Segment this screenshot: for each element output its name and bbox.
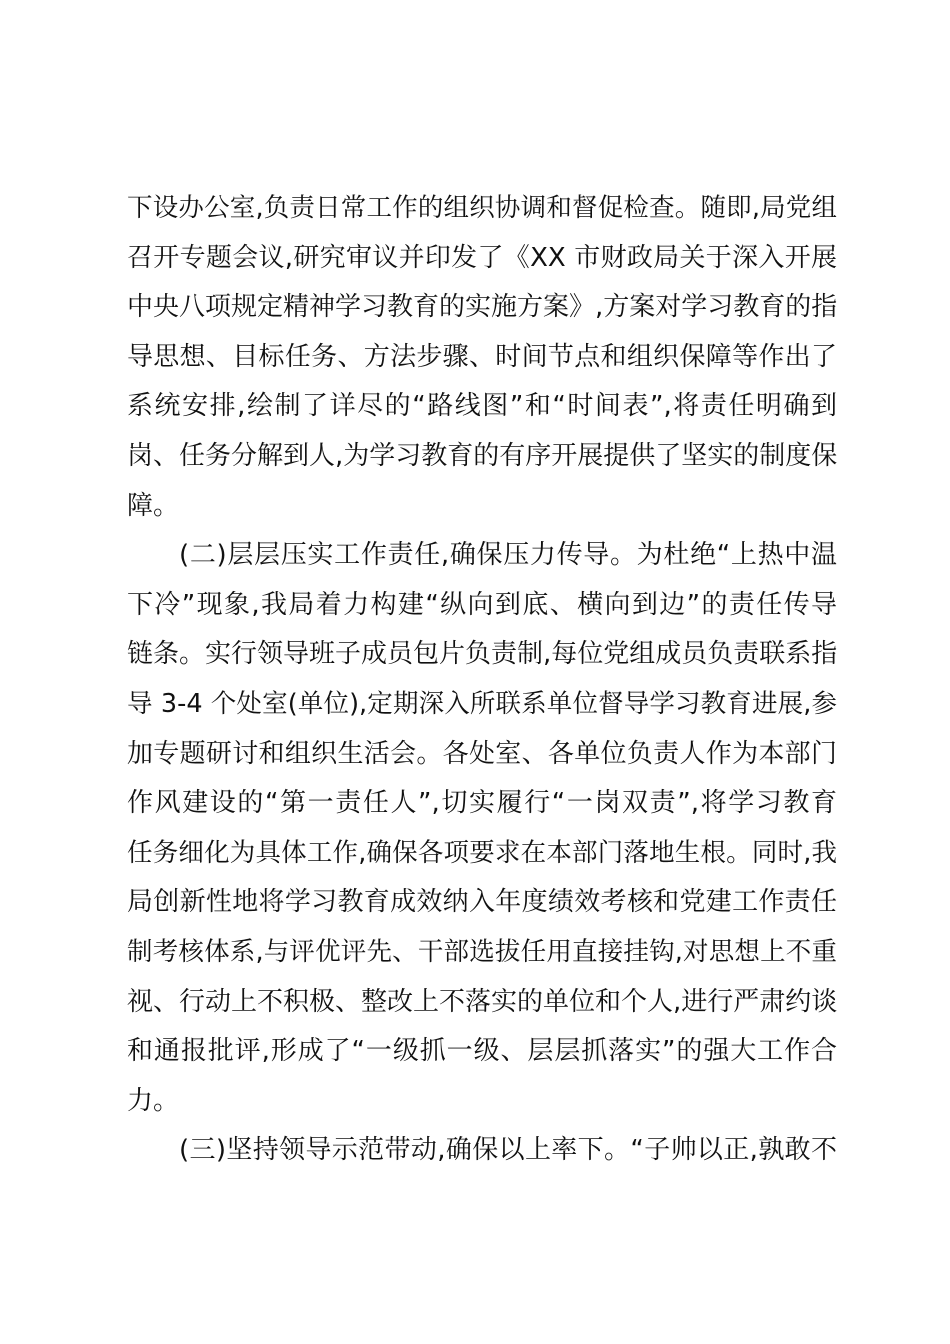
paragraph-leadership [127,1126,837,1176]
text-line: 导思想、目标任务、方法步骤、时间节点和组织保障等作出了 [127,341,837,372]
text-line: 制考核体系,与评优评先、干部选拔任用直接挂钩,对思想上不重 [127,936,837,967]
text-line: 下设办公室,负责日常工作的组织协调和督促检查。随即,局党组 [127,193,837,223]
text-line: 任务细化为具体工作,确保各项要求在本部门落地生根。同时,我 [127,837,837,868]
text-line: 岗、任务分解到人,为学习教育的有序开展提供了坚实的制度保 [127,440,837,471]
text-line: 力。 [127,1085,180,1116]
paragraph-office-setup [127,184,837,531]
text-line: 局创新性地将学习教育成效纳入年度绩效考核和党建工作责任 [127,887,837,918]
text-line: 障。 [127,490,180,521]
text-line: 和通报批评,形成了“一级抓一级、层层抓落实”的强大工作合 [127,1036,837,1067]
text-line: 中央八项规定精神学习教育的实施方案》,方案对学习教育的指 [127,292,837,323]
text-line: 下冷”现象,我局着力构建“纵向到底、横向到边”的责任传导 [127,589,837,620]
section-heading-line: (三)坚持领导示范带动,确保以上率下。“子帅以正,孰敢不 [179,1135,837,1166]
section-heading-line: (二)层层压实工作责任,确保压力传导。为杜绝“上热中温 [179,540,837,571]
text-line: 召开专题会议,研究审议并印发了《XX 市财政局关于深入开展 [127,242,837,273]
text-line: 加专题研讨和组织生活会。各处室、各单位负责人作为本部门 [127,738,837,769]
paragraph-responsibility [127,531,837,1126]
text-line: 系统安排,绘制了详尽的“路线图”和“时间表”,将责任明确到 [127,391,837,422]
text-line: 视、行动上不积极、整改上不落实的单位和个人,进行严肃约谈 [127,986,837,1017]
text-line: 导 3-4 个处室(单位),定期深入所联系单位督导学习教育进展,参 [127,688,837,719]
text-line: 链条。实行领导班子成员包片负责制,每位党组成员负责联系指 [127,639,837,670]
text-line: 作风建设的“第一责任人”,切实履行“一岗双责”,将学习教育 [127,788,837,819]
document-body [127,184,837,1176]
